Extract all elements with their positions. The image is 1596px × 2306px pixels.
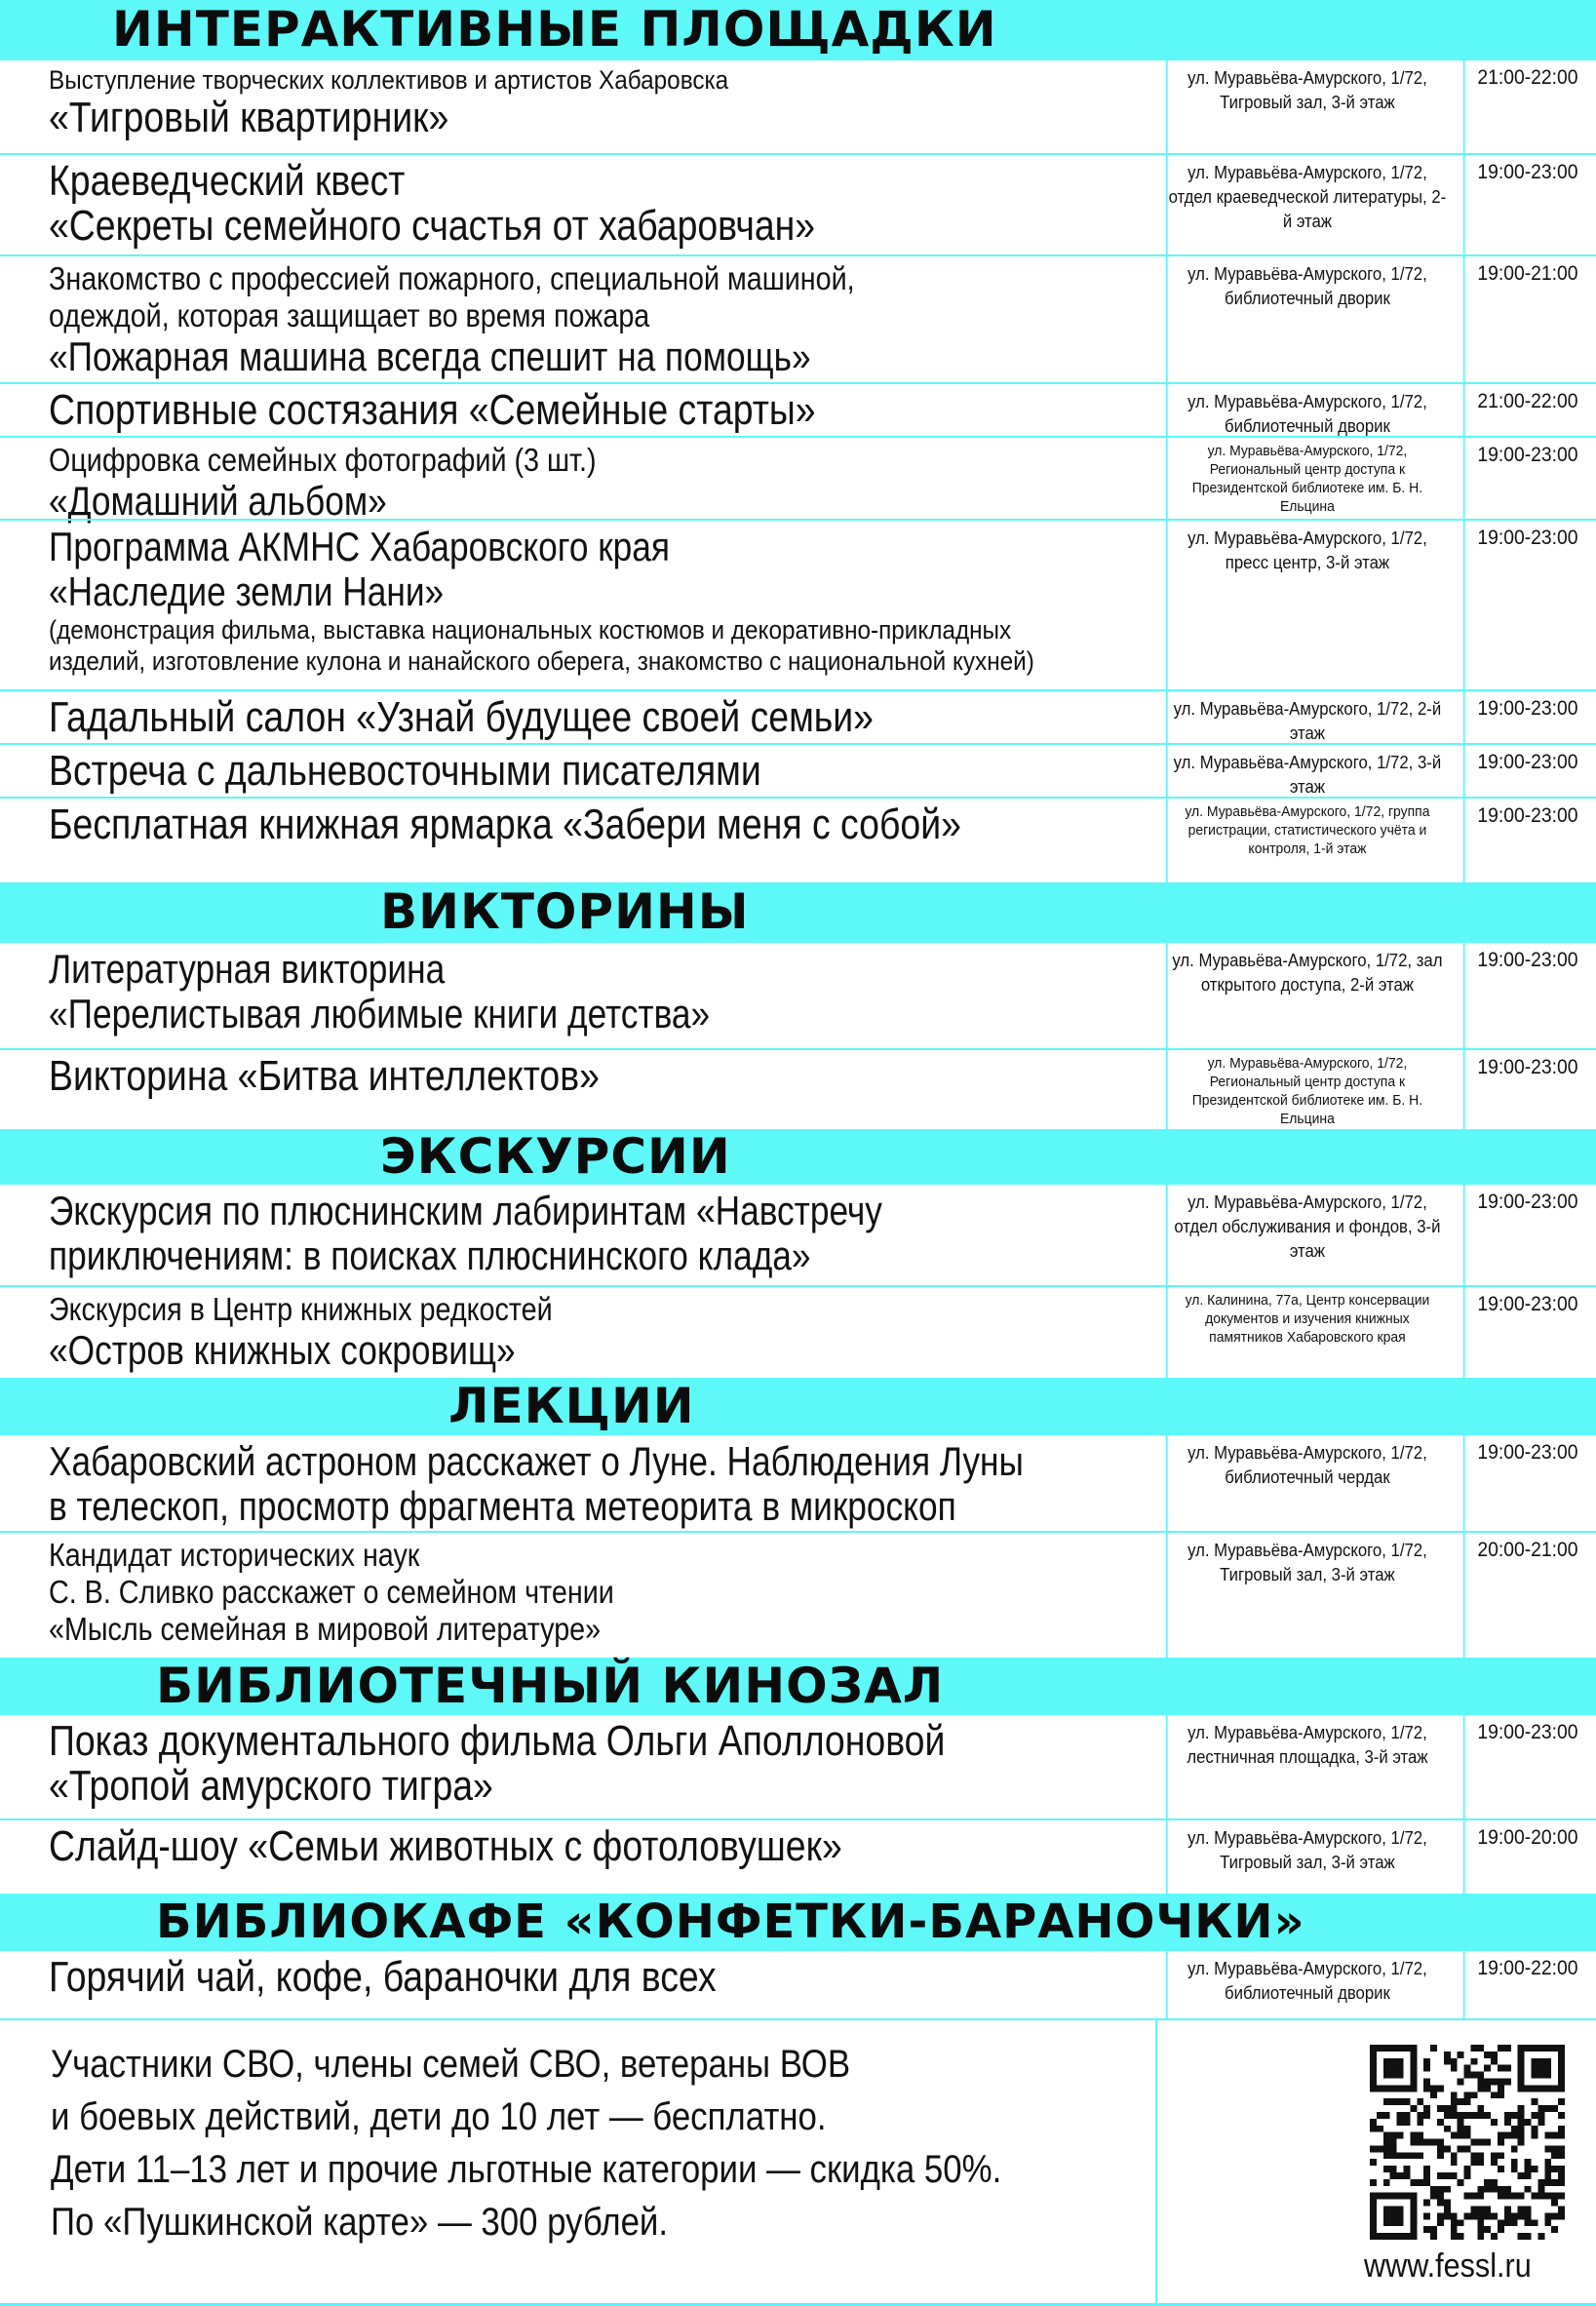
event-title-line: «Наследие земли Нани» [49,568,445,614]
event-location: ул. Муравьёва-Амурского, 1/72, библиотечный чердак [1166,1435,1447,1531]
event-row [0,519,1596,689]
event-location: ул. Муравьёва-Амурского, 1/72, Тигровый зал, 3-й этаж [1166,60,1447,153]
event-title [0,745,1155,797]
event-title-line: Экскурсия по плюснинским лабиринтам «Навстречу [49,1188,882,1233]
event-time: 19:00-23:00 [1463,1435,1591,1531]
event-row [0,1713,1596,1818]
event-row [0,1531,1596,1658]
event-title-line: Знакомство с профессией пожарного, специальной машиной, [49,260,855,296]
qr-code-icon [1370,2045,1565,2240]
event-title-line: Кандидат исторических наук [49,1537,420,1573]
event-title [0,60,1155,153]
event-title-line: «Мысль семейная в мировой литературе» [49,1611,602,1647]
section-title: ВИКТОРИНЫ [380,883,750,940]
event-location: ул. Муравьёва-Амурского, 1/72, библиотечный дворик [1166,1951,1447,2018]
section-title: БИБЛИОТЕЧНЫЙ КИНОЗАЛ [156,1657,945,1714]
event-title-line: приключениям: в поисках плюснинского клада» [49,1232,811,1278]
event-location: ул. Муравьёва-Амурского, 1/72, Тигровый зал, 3-й этаж [1166,1533,1447,1658]
event-title-line: Выступление творческих коллективов и артистов Хабаровска [49,65,729,95]
event-location: ул. Муравьёва-Амурского, 1/72, пресс центр, 3-й этаж [1166,521,1447,689]
event-time: 19:00-23:00 [1463,745,1591,797]
event-title [0,1050,1155,1129]
pricing-line: и боевых действий, дети до 10 лет — бесплатно. [51,2095,827,2138]
event-title-line: Бесплатная книжная ярмарка «Забери меня с собой» [49,801,961,848]
event-location: ул. Муравьёва-Амурского, 1/72, библиотечный дворик [1166,256,1447,382]
event-title [0,1185,1155,1285]
event-title [0,691,1155,743]
section-title: ИНТЕРАКТИВНЫЕ ПЛОЩАДКИ [112,1,997,58]
event-title [0,521,1155,689]
event-time: 19:00-23:00 [1463,438,1591,519]
footer [0,2018,1596,2306]
section-title: БИБЛИОКАФЕ «КОНФЕТКИ-БАРАНОЧКИ» [156,1894,1305,1949]
event-row [0,59,1596,153]
event-title [0,943,1155,1048]
event-title-line: Оцифровка семейных фотографий (3 шт.) [49,442,597,478]
event-title-line: Горячий чай, кофе, бараночки для всех [49,1953,717,2001]
event-row [0,689,1596,743]
event-title-line: в телескоп, просмотр фрагмента метеорита в микроскоп [49,1483,956,1529]
event-location: ул. Муравьёва-Амурского, 1/72, библиотечный дворик [1166,384,1447,436]
event-time: 19:00-20:00 [1463,1820,1591,1894]
event-time: 19:00-23:00 [1463,1715,1591,1818]
event-row [0,1433,1596,1531]
event-time: 19:00-23:00 [1463,521,1591,689]
event-title-line: Спортивные состязания «Семейные старты» [49,386,816,434]
section-header [0,0,1596,59]
event-title-line: Викторина «Битва интеллектов» [49,1052,600,1100]
event-title-line: Литературная викторина [49,946,446,992]
event-location: ул. Муравьёва-Амурского, 1/72, лестничная площадка, 3-й этаж [1166,1715,1447,1818]
footer-qr-panel [1155,2020,1596,2303]
event-title-line: Слайд-шоу «Семьи животных с фотоловушек» [49,1822,842,1870]
event-time: 19:00-21:00 [1463,256,1591,382]
event-title-line: одеждой, которая защищает во время пожара [49,297,650,333]
event-title-line: Показ документального фильма Ольги Аполлоновой [49,1717,946,1765]
event-title-line: «Секреты семейного счастья от хабаровчан» [49,202,816,250]
event-title-line: Хабаровский астроном расскажет о Луне. Наблюдения Луны [49,1438,1024,1484]
event-title [0,155,1155,254]
event-time: 19:00-23:00 [1463,1185,1591,1285]
event-row [0,1949,1596,2018]
event-row [0,254,1596,382]
event-row [0,436,1596,524]
event-title [0,1820,1155,1894]
event-location: ул. Муравьёва-Амурского, 1/72, Тигровый зал, 3-й этаж [1166,1820,1447,1894]
event-title [0,256,1155,382]
event-title [0,1715,1155,1818]
event-title-line: изделий, изготовление кулона и нанайского оберега, знакомство с национальной кухней) [49,646,1034,676]
pricing-line: Дети 11–13 лет и прочие льготные категории — скидка 50%. [51,2148,1002,2191]
event-time: 19:00-23:00 [1463,691,1591,743]
pricing-line: Участники СВО, члены семей СВО, ветераны ВОВ [51,2043,851,2086]
event-location: ул. Муравьёва-Амурского, 1/72, 3-й этаж [1166,745,1447,797]
event-title-line: «Тропой амурского тигра» [49,1762,493,1810]
event-title-line: «Перелистывая любимые книги детства» [49,991,711,1036]
event-time: 20:00-21:00 [1463,1533,1591,1658]
event-title-line: Программа АКМНС Хабаровского края [49,524,671,569]
event-row [0,153,1596,254]
event-time: 19:00-23:00 [1463,1050,1591,1129]
event-title-line: Краеведческий квест [49,157,406,205]
section-title: ЭКСКУРСИИ [380,1127,731,1185]
event-row [0,1285,1596,1378]
event-location: ул. Калинина, 77а, Центр консервации документов и изучения книжных памятников Хабаровского края [1166,1287,1447,1378]
event-title [0,1533,1155,1658]
event-title [0,799,1155,882]
event-title-line: (демонстрация фильма, выставка национальных костюмов и декоративно-прикладных [49,615,1012,645]
event-title-line: Экскурсия в Центр книжных редкостей [49,1291,553,1327]
section-header [0,1658,1596,1713]
event-time: 19:00-23:00 [1463,943,1591,1048]
event-title-line: Гадальный салон «Узнай будущее своей семьи» [49,693,874,741]
event-location: ул. Муравьёва-Амурского, 1/72, группа регистрации, статистического учёта и контроля, 1-й этаж [1166,799,1447,882]
event-location: ул. Муравьёва-Амурского, 1/72, Региональный центр доступа к Президентской библиотеке им. Б. Н. Ельцина [1166,1050,1447,1129]
event-row [0,1818,1596,1894]
event-row [0,797,1596,882]
event-time: 19:00-23:00 [1463,155,1591,254]
event-row [0,1183,1596,1285]
pricing-line: По «Пушкинской карте» — 300 рублей. [51,2201,669,2244]
pricing-info [51,2038,1144,2248]
event-location: ул. Муравьёва-Амурского, 1/72, отдел краеведческой литературы, 2-й этаж [1166,155,1447,254]
event-title-line: Встреча с дальневосточными писателями [49,747,761,795]
event-time: 19:00-22:00 [1463,1951,1591,2018]
event-title-line: «Пожарная машина всегда спешит на помощь» [49,333,811,379]
event-title [0,384,1155,436]
event-location: ул. Муравьёва-Амурского, 1/72, Региональный центр доступа к Президентской библиотеке им. Б. Н. Ельцина [1166,438,1447,519]
event-title-line: «Домашний альбом» [49,478,387,524]
section-header [0,882,1596,941]
event-location: ул. Муравьёва-Амурского, 1/72, зал открытого доступа, 2-й этаж [1166,943,1447,1048]
website-link[interactable]: www.fessl.ru [1364,2247,1532,2285]
event-location: ул. Муравьёва-Амурского, 1/72, отдел обслуживания и фондов, 3-й этаж [1166,1185,1447,1285]
event-title [0,1287,1155,1378]
event-row [0,382,1596,436]
event-row [0,1048,1596,1129]
event-title-line: «Тигровый квартирник» [49,94,449,141]
event-time: 21:00-22:00 [1463,60,1591,153]
event-row [0,743,1596,797]
event-title-line: «Остров книжных сокровищ» [49,1327,516,1373]
event-row [0,941,1596,1048]
section-header [0,1378,1596,1433]
section-header [0,1129,1596,1183]
event-title [0,438,1155,524]
event-location: ул. Муравьёва-Амурского, 1/72, 2-й этаж [1166,691,1447,743]
event-time: 21:00-22:00 [1463,384,1591,436]
event-title [0,1951,1155,2018]
event-title-line: С. В. Сливко расскажет о семейном чтении [49,1574,614,1610]
section-title: ЛЕКЦИИ [448,1377,695,1434]
event-time: 19:00-23:00 [1463,799,1591,882]
event-time: 19:00-23:00 [1463,1287,1591,1378]
section-header [0,1894,1596,1949]
event-title [0,1435,1155,1531]
